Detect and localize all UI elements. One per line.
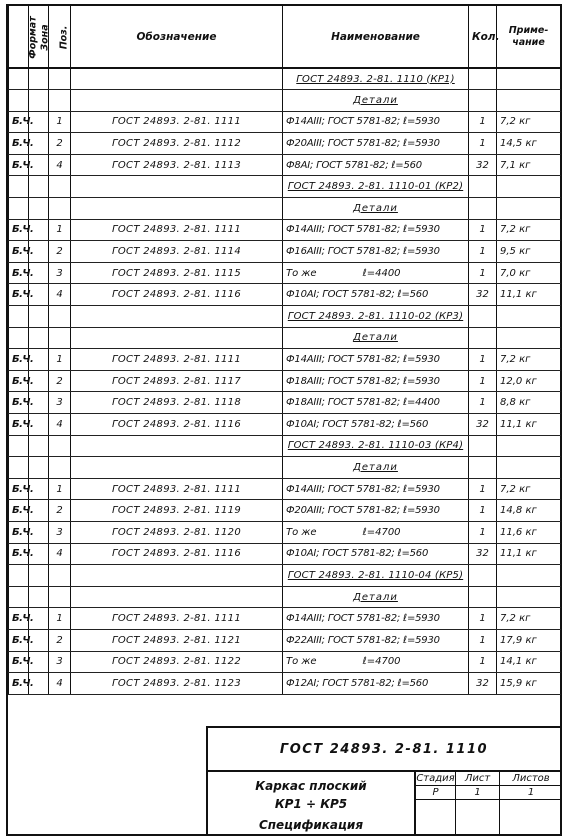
cell-note: 15,9 кг bbox=[497, 673, 561, 695]
cell-note bbox=[497, 306, 561, 328]
cell-quantity: 1 bbox=[469, 133, 497, 155]
cell-position: 4 bbox=[49, 284, 71, 306]
cell-format bbox=[9, 68, 29, 90]
header-name: Наименование bbox=[283, 6, 469, 68]
cell-position bbox=[49, 565, 71, 587]
cell-designation bbox=[71, 198, 283, 220]
cell-quantity: 1 bbox=[469, 219, 497, 241]
cell-position: 4 bbox=[49, 154, 71, 176]
cell-position bbox=[49, 306, 71, 328]
table-row bbox=[9, 673, 561, 695]
cell-note bbox=[497, 327, 561, 349]
table-row bbox=[9, 478, 561, 500]
table-row bbox=[9, 111, 561, 133]
cell-note bbox=[497, 176, 561, 198]
cell-name: Ф14АIII; ГОСТ 5781-82; ℓ=5930 bbox=[283, 219, 469, 241]
cell-designation: ГОСТ 24893. 2-81. 1117 bbox=[71, 370, 283, 392]
document-name-line-3: Спецификация bbox=[258, 818, 364, 832]
assembly-row bbox=[9, 306, 561, 328]
table-row bbox=[9, 651, 561, 673]
cell-designation: ГОСТ 24893. 2-81. 1114 bbox=[71, 241, 283, 263]
cell-name: Ф10АI; ГОСТ 5781-82; ℓ=560 bbox=[283, 284, 469, 306]
cell-quantity bbox=[469, 198, 497, 220]
cell-note bbox=[497, 586, 561, 608]
cell-format bbox=[9, 306, 29, 328]
title-block bbox=[206, 726, 560, 834]
table-row bbox=[9, 500, 561, 522]
cell-format: Б.Ч. bbox=[9, 608, 29, 630]
cell-quantity bbox=[469, 586, 497, 608]
cell-note bbox=[497, 457, 561, 479]
cell-format bbox=[9, 435, 29, 457]
same-as-above-text: То же bbox=[286, 267, 317, 279]
document-name bbox=[208, 772, 416, 836]
cell-name: Ф8АI; ГОСТ 5781-82; ℓ=560 bbox=[283, 154, 469, 176]
specification-sheet bbox=[6, 4, 562, 836]
table-row bbox=[9, 629, 561, 651]
table-row bbox=[9, 414, 561, 436]
cell-quantity: 1 bbox=[469, 521, 497, 543]
cell-designation: ГОСТ 24893. 2-81. 1112 bbox=[71, 133, 283, 155]
section-title: Детали bbox=[283, 90, 469, 112]
cell-position: 2 bbox=[49, 370, 71, 392]
header-quantity: Кол. bbox=[469, 6, 497, 68]
cell-designation: ГОСТ 24893. 2-81. 1111 bbox=[71, 478, 283, 500]
section-row bbox=[9, 198, 561, 220]
assembly-designation: ГОСТ 24893. 2-81. 1110-02 (КР3) bbox=[283, 306, 469, 328]
cell-note bbox=[497, 68, 561, 90]
cell-quantity: 1 bbox=[469, 500, 497, 522]
cell-name bbox=[283, 521, 469, 543]
cell-designation: ГОСТ 24893. 2-81. 1111 bbox=[71, 219, 283, 241]
cell-designation: ГОСТ 24893. 2-81. 1121 bbox=[71, 629, 283, 651]
cell-position bbox=[49, 327, 71, 349]
cell-format bbox=[9, 565, 29, 587]
header-note: Приме- чание bbox=[497, 6, 561, 68]
section-title: Детали bbox=[283, 457, 469, 479]
cell-note: 7,2 кг bbox=[497, 111, 561, 133]
cell-quantity bbox=[469, 565, 497, 587]
table-row bbox=[9, 262, 561, 284]
length-text: ℓ=4700 bbox=[362, 526, 401, 538]
cell-designation: ГОСТ 24893. 2-81. 1118 bbox=[71, 392, 283, 414]
cell-position: 1 bbox=[49, 111, 71, 133]
cell-position: 4 bbox=[49, 543, 71, 565]
cell-position: 3 bbox=[49, 651, 71, 673]
cell-format bbox=[9, 198, 29, 220]
cell-position: 1 bbox=[49, 608, 71, 630]
cell-position bbox=[49, 198, 71, 220]
cell-note: 7,2 кг bbox=[497, 608, 561, 630]
cell-designation bbox=[71, 327, 283, 349]
header-zone: Зона bbox=[29, 6, 49, 68]
cell-note bbox=[497, 198, 561, 220]
cell-position: 3 bbox=[49, 262, 71, 284]
cell-designation bbox=[71, 565, 283, 587]
cell-quantity: 1 bbox=[469, 478, 497, 500]
cell-note: 14,8 кг bbox=[497, 500, 561, 522]
cell-designation bbox=[71, 90, 283, 112]
cell-note: 7,1 кг bbox=[497, 154, 561, 176]
cell-quantity bbox=[469, 457, 497, 479]
cell-format: Б.Ч. bbox=[9, 673, 29, 695]
cell-quantity bbox=[469, 176, 497, 198]
cell-format: Б.Ч. bbox=[9, 241, 29, 263]
cell-zone bbox=[29, 457, 49, 479]
section-row bbox=[9, 327, 561, 349]
cell-position: 1 bbox=[49, 219, 71, 241]
cell-zone bbox=[29, 565, 49, 587]
cell-position: 2 bbox=[49, 629, 71, 651]
table-row bbox=[9, 133, 561, 155]
cell-position bbox=[49, 68, 71, 90]
cell-name: Ф18АIII; ГОСТ 5781-82; ℓ=5930 bbox=[283, 370, 469, 392]
sheets-value: 1 bbox=[500, 786, 562, 800]
cell-quantity: 1 bbox=[469, 392, 497, 414]
cell-note bbox=[497, 435, 561, 457]
cell-designation: ГОСТ 24893. 2-81. 1111 bbox=[71, 349, 283, 371]
stage-extra-cell bbox=[416, 800, 456, 836]
table-row bbox=[9, 154, 561, 176]
section-title: Детали bbox=[283, 198, 469, 220]
cell-designation bbox=[71, 586, 283, 608]
cell-note: 17,9 кг bbox=[497, 629, 561, 651]
cell-designation bbox=[71, 68, 283, 90]
cell-name: Ф22АIII; ГОСТ 5781-82; ℓ=5930 bbox=[283, 629, 469, 651]
cell-designation: ГОСТ 24893. 2-81. 1111 bbox=[71, 608, 283, 630]
cell-position bbox=[49, 176, 71, 198]
cell-quantity: 1 bbox=[469, 241, 497, 263]
header-format: Формат bbox=[9, 6, 29, 68]
cell-quantity: 32 bbox=[469, 154, 497, 176]
cell-note: 8,8 кг bbox=[497, 392, 561, 414]
cell-name: Ф14АIII; ГОСТ 5781-82; ℓ=5930 bbox=[283, 111, 469, 133]
cell-designation: ГОСТ 24893. 2-81. 1122 bbox=[71, 651, 283, 673]
cell-quantity bbox=[469, 68, 497, 90]
sheet-label: Лист bbox=[456, 772, 500, 786]
cell-format bbox=[9, 457, 29, 479]
cell-zone bbox=[29, 306, 49, 328]
cell-format: Б.Ч. bbox=[9, 349, 29, 371]
cell-quantity: 32 bbox=[469, 543, 497, 565]
cell-quantity bbox=[469, 435, 497, 457]
cell-note bbox=[497, 565, 561, 587]
cell-note bbox=[497, 90, 561, 112]
table-row bbox=[9, 608, 561, 630]
specification-table bbox=[8, 6, 561, 695]
cell-position: 2 bbox=[49, 500, 71, 522]
cell-note: 7,2 кг bbox=[497, 219, 561, 241]
cell-note: 11,1 кг bbox=[497, 414, 561, 436]
cell-designation bbox=[71, 306, 283, 328]
table-row bbox=[9, 543, 561, 565]
cell-designation: ГОСТ 24893. 2-81. 1116 bbox=[71, 284, 283, 306]
cell-zone bbox=[29, 68, 49, 90]
document-name-line-1: Каркас плоский bbox=[255, 779, 367, 793]
same-as-above-text: То же bbox=[286, 526, 317, 538]
cell-format: Б.Ч. bbox=[9, 500, 29, 522]
cell-designation: ГОСТ 24893. 2-81. 1119 bbox=[71, 500, 283, 522]
cell-designation: ГОСТ 24893. 2-81. 1111 bbox=[71, 111, 283, 133]
cell-quantity bbox=[469, 306, 497, 328]
cell-designation: ГОСТ 24893. 2-81. 1120 bbox=[71, 521, 283, 543]
table-row bbox=[9, 370, 561, 392]
cell-format: Б.Ч. bbox=[9, 543, 29, 565]
cell-format: Б.Ч. bbox=[9, 284, 29, 306]
table-header-row bbox=[9, 6, 561, 68]
cell-note: 14,5 кг bbox=[497, 133, 561, 155]
stage-label: Стадия bbox=[416, 773, 455, 784]
cell-position: 3 bbox=[49, 521, 71, 543]
cell-designation: ГОСТ 24893. 2-81. 1116 bbox=[71, 414, 283, 436]
cell-format: Б.Ч. bbox=[9, 629, 29, 651]
cell-format: Б.Ч. bbox=[9, 392, 29, 414]
section-row bbox=[9, 457, 561, 479]
cell-format: Б.Ч. bbox=[9, 219, 29, 241]
section-row bbox=[9, 90, 561, 112]
cell-format: Б.Ч. bbox=[9, 262, 29, 284]
cell-position: 4 bbox=[49, 414, 71, 436]
cell-name: Ф12АI; ГОСТ 5781-82; ℓ=560 bbox=[283, 673, 469, 695]
cell-format: Б.Ч. bbox=[9, 651, 29, 673]
cell-format: Б.Ч. bbox=[9, 133, 29, 155]
cell-quantity bbox=[469, 90, 497, 112]
cell-name: Ф14АIII; ГОСТ 5781-82; ℓ=5930 bbox=[283, 608, 469, 630]
cell-position: 3 bbox=[49, 392, 71, 414]
cell-position bbox=[49, 435, 71, 457]
length-text: ℓ=4700 bbox=[362, 656, 401, 668]
assembly-row bbox=[9, 68, 561, 90]
cell-note: 7,2 кг bbox=[497, 349, 561, 371]
cell-name: Ф14АIII; ГОСТ 5781-82; ℓ=5930 bbox=[283, 478, 469, 500]
section-title: Детали bbox=[283, 327, 469, 349]
assembly-designation: ГОСТ 24893. 2-81. 1110-03 (КР4) bbox=[283, 435, 469, 457]
cell-name: Ф20АIII; ГОСТ 5781-82; ℓ=5930 bbox=[283, 500, 469, 522]
assembly-designation: ГОСТ 24893. 2-81. 1110 (КР1) bbox=[283, 68, 469, 90]
assembly-row bbox=[9, 176, 561, 198]
table-row bbox=[9, 241, 561, 263]
same-as-above-text: То же bbox=[286, 656, 317, 668]
cell-position bbox=[49, 457, 71, 479]
document-name-line-2: КР1 ÷ КР5 bbox=[274, 797, 348, 811]
cell-name bbox=[283, 262, 469, 284]
assembly-designation: ГОСТ 24893. 2-81. 1110-01 (КР2) bbox=[283, 176, 469, 198]
cell-format: Б.Ч. bbox=[9, 370, 29, 392]
cell-note: 11,1 кг bbox=[497, 284, 561, 306]
length-text: ℓ=4400 bbox=[362, 267, 401, 279]
cell-name: Ф14АIII; ГОСТ 5781-82; ℓ=5930 bbox=[283, 349, 469, 371]
cell-zone bbox=[29, 198, 49, 220]
cell-quantity: 32 bbox=[469, 414, 497, 436]
cell-quantity: 1 bbox=[469, 111, 497, 133]
cell-note: 11,6 кг bbox=[497, 521, 561, 543]
header-designation: Обозначение bbox=[71, 6, 283, 68]
cell-quantity: 32 bbox=[469, 673, 497, 695]
cell-format bbox=[9, 90, 29, 112]
cell-name bbox=[283, 651, 469, 673]
document-code: ГОСТ 24893. 2-81. 1110 bbox=[208, 728, 560, 772]
cell-format bbox=[9, 586, 29, 608]
cell-name: Ф20АIII; ГОСТ 5781-82; ℓ=5930 bbox=[283, 133, 469, 155]
sheet-extra-cell bbox=[456, 800, 500, 836]
cell-position: 1 bbox=[49, 478, 71, 500]
cell-designation: ГОСТ 24893. 2-81. 1116 bbox=[71, 543, 283, 565]
cell-zone bbox=[29, 586, 49, 608]
cell-quantity: 1 bbox=[469, 370, 497, 392]
cell-position: 4 bbox=[49, 673, 71, 695]
assembly-row bbox=[9, 435, 561, 457]
cell-quantity bbox=[469, 327, 497, 349]
cell-position bbox=[49, 586, 71, 608]
cell-format: Б.Ч. bbox=[9, 414, 29, 436]
table-row bbox=[9, 392, 561, 414]
specification-table-body bbox=[9, 6, 561, 694]
cell-quantity: 1 bbox=[469, 262, 497, 284]
cell-name: Ф10АI; ГОСТ 5781-82; ℓ=560 bbox=[283, 414, 469, 436]
blank-area bbox=[8, 726, 206, 834]
cell-note: 9,5 кг bbox=[497, 241, 561, 263]
cell-zone bbox=[29, 435, 49, 457]
table-row bbox=[9, 219, 561, 241]
table-row bbox=[9, 284, 561, 306]
cell-name: Ф18АIII; ГОСТ 5781-82; ℓ=4400 bbox=[283, 392, 469, 414]
cell-position bbox=[49, 90, 71, 112]
cell-note: 11,1 кг bbox=[497, 543, 561, 565]
cell-format bbox=[9, 176, 29, 198]
cell-designation bbox=[71, 435, 283, 457]
cell-designation bbox=[71, 176, 283, 198]
stage-sheet-grid bbox=[416, 772, 562, 836]
cell-name: Ф16АIII; ГОСТ 5781-82; ℓ=5930 bbox=[283, 241, 469, 263]
cell-note: 7,0 кг bbox=[497, 262, 561, 284]
cell-position: 2 bbox=[49, 133, 71, 155]
cell-designation: ГОСТ 24893. 2-81. 1123 bbox=[71, 673, 283, 695]
cell-format bbox=[9, 327, 29, 349]
cell-designation bbox=[71, 457, 283, 479]
assembly-designation: ГОСТ 24893. 2-81. 1110-04 (КР5) bbox=[283, 565, 469, 587]
cell-designation: ГОСТ 24893. 2-81. 1113 bbox=[71, 154, 283, 176]
cell-position: 1 bbox=[49, 349, 71, 371]
section-row bbox=[9, 586, 561, 608]
cell-designation: ГОСТ 24893. 2-81. 1115 bbox=[71, 262, 283, 284]
cell-zone bbox=[29, 327, 49, 349]
table-row bbox=[9, 349, 561, 371]
cell-quantity: 1 bbox=[469, 629, 497, 651]
stage-value: Р bbox=[416, 786, 456, 800]
cell-quantity: 1 bbox=[469, 608, 497, 630]
header-position: Поз. bbox=[49, 6, 71, 68]
cell-note: 7,2 кг bbox=[497, 478, 561, 500]
sheet-value: 1 bbox=[456, 786, 500, 800]
section-title: Детали bbox=[283, 586, 469, 608]
cell-zone bbox=[29, 176, 49, 198]
cell-note: 14,1 кг bbox=[497, 651, 561, 673]
assembly-row bbox=[9, 565, 561, 587]
cell-name: Ф10АI; ГОСТ 5781-82; ℓ=560 bbox=[283, 543, 469, 565]
cell-zone bbox=[29, 90, 49, 112]
cell-format: Б.Ч. bbox=[9, 154, 29, 176]
table-row bbox=[9, 521, 561, 543]
cell-format: Б.Ч. bbox=[9, 478, 29, 500]
cell-quantity: 1 bbox=[469, 349, 497, 371]
cell-quantity: 1 bbox=[469, 651, 497, 673]
cell-format: Б.Ч. bbox=[9, 521, 29, 543]
sheets-label: Листов bbox=[500, 772, 562, 786]
cell-note: 12,0 кг bbox=[497, 370, 561, 392]
cell-format: Б.Ч. bbox=[9, 111, 29, 133]
cell-position: 2 bbox=[49, 241, 71, 263]
cell-quantity: 32 bbox=[469, 284, 497, 306]
